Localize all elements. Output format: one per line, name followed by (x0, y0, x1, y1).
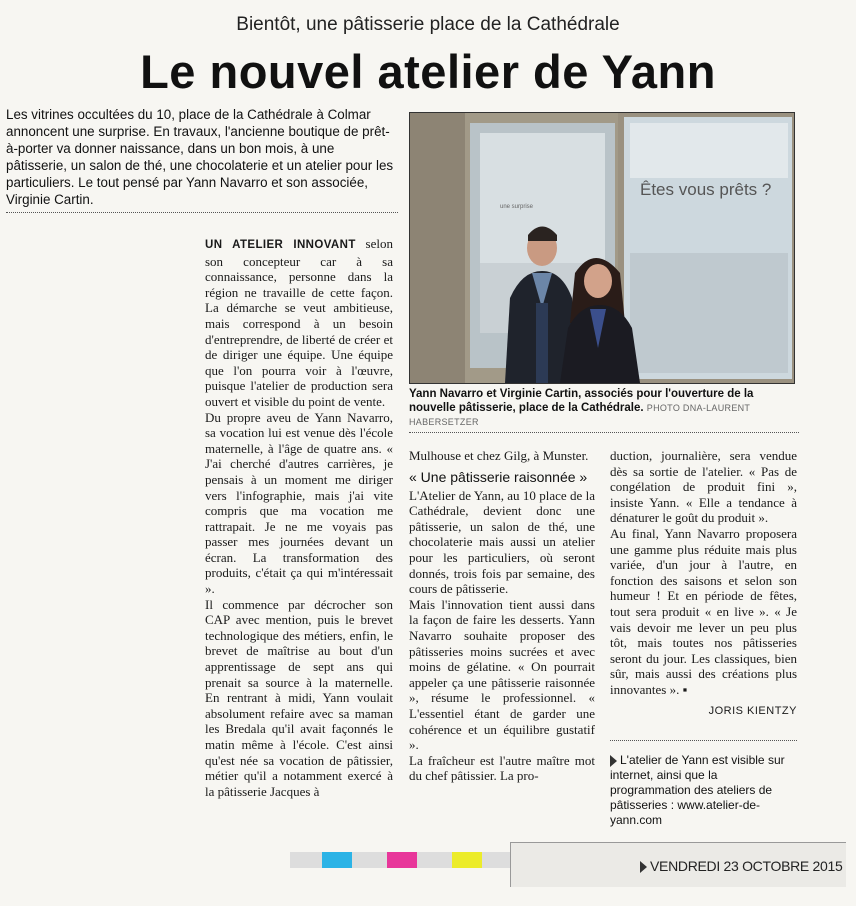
paragraph: Du propre aveu de Yann Navarro, sa vocation lui est venue dès l'école maternelle, à l'âge de quatre ans. « J'ai cherché d'autres carrières, je pensais à un moment me diriger vers l'infographie, mais j'ai vite compris que ma vocation me rattrapait. Je ne me voyais pas passer mes journées devant un écran. La transformation des produits, c'était ça qui m'intéressait ». (205, 409, 393, 597)
photo-caption (409, 387, 799, 433)
column-3 (610, 448, 797, 719)
column-2 (409, 448, 595, 784)
yellow-swatch (452, 852, 482, 868)
paragraph: Mais l'innovation tient aussi dans la façon de faire les desserts. Yann Navarro souhaite proposer des pâtisseries moins sucrées et avec moins de gélatine. « On pourrait appeler ça une pâtisserie raisonnée », résume le professionnel. « L'essentiel étant de garder une cohérence et un équilibre gustatif ». (409, 596, 595, 753)
paragraph: duction, journalière, sera vendue dès sa sortie de l'atelier. « Pas de congélation de produit fini », insiste Yann. « Elle a tendance à dénaturer le goût du produit ». (610, 448, 797, 526)
paragraph-text: selon son concepteur car à sa connaissance, personne dans la région ne travaille de cette façon. La démarche se veut ambitieuse, mais correspond à un besoin d'entreprendre, de liberté de créer et de diriger une équipe. Une équipe que l'on pourra voir à l'œuvre, puisque l'atelier de production sera ouvert et visible du point de vente. (205, 236, 393, 409)
lead-in: UN ATELIER INNOVANT (205, 239, 356, 251)
paragraph (205, 236, 393, 410)
arrow-icon (610, 755, 617, 767)
headline: Le nouvel atelier de Yann (140, 45, 716, 98)
issue-date (640, 858, 843, 874)
kicker: Bientôt, une pâtisserie place de la Cathédrale (236, 14, 620, 35)
magenta-swatch (387, 852, 417, 868)
chapo: Les vitrines occultées du 10, place de la Cathédrale à Colmar annoncent une surprise. En travaux, l'ancienne boutique de prêt-à-porter va donner naissance, dans un bon mois, à une pâtisserie, un salon de thé, une chocolaterie et un atelier pour les particuliers. Le tout pensé par Yann Navarro et son associée, Virginie Cartin. (6, 106, 398, 213)
article-photo (409, 112, 795, 384)
subheading: « Une pâtisserie raisonnée » (409, 468, 588, 485)
photo-illustration (410, 113, 794, 383)
paragraph: Mulhouse et chez Gilg, à Munster. (409, 448, 589, 463)
paragraph: L'Atelier de Yann, au 10 place de la Cathédrale, devient donc une pâtisserie, un salon de thé, une chocolaterie mais aussi un atelier pour les particuliers, où seront donnés, trois fois par semaine, des cours de pâtisserie. (409, 487, 595, 597)
photo-credit: PHOTO DNA-LAURENT HABERSETZER (409, 403, 751, 427)
author-byline: JORIS KIENTZY (708, 704, 797, 717)
paragraph: Il commence par décrocher son CAP avec mention, puis le brevet technologique des métiers, enfin, le brevet de maîtrise au bout d'un apprentissage de sept ans qui prenait sa source à la maternelle. En rentrant à midi, Yann voulait absolument refaire avec sa maman les Bredala qu'il avait façonnés le matin même à l'école. C'est ainsi qu'est née sa vocation de pâtissier, métier qu'il a notamment exercé à la pâtisserie Jacques à (205, 596, 393, 799)
info-box (610, 740, 797, 828)
cyan-swatch (322, 852, 352, 868)
info-text: L'atelier de Yann est visible sur internet, ainsi que la programmation des ateliers de pâtisseries : www.atelier-de-yann.com (610, 753, 785, 827)
arrow-icon (640, 861, 647, 873)
small-sign: une surprise (500, 204, 534, 210)
caption-text: Yann Navarro et Virginie Cartin, associés pour l'ouverture de la nouvelle pâtisserie, place de la Cathédrale. (409, 388, 754, 414)
paragraph: Au final, Yann Navarro proposera une gamme plus réduite mais plus variée, d'un jour à l'autre, en fonction des saisons et selon son humeur ! Et en période de fêtes, tout sera produit « en live ». « Je vais devoir me lever un peu plus tôt, mais toutes nos pâtisseries seront du jour. Les classiques, bien sûr, mais aussi des créations plus innovantes ». ▪ (610, 525, 797, 697)
window-text: Êtes vous prêts ? (640, 180, 772, 199)
paragraph: La fraîcheur est l'autre maître mot du chef pâtissier. La pro- (409, 752, 595, 784)
column-1 (205, 236, 393, 799)
date-text: VENDREDI 23 OCTOBRE 2015 (650, 858, 843, 874)
